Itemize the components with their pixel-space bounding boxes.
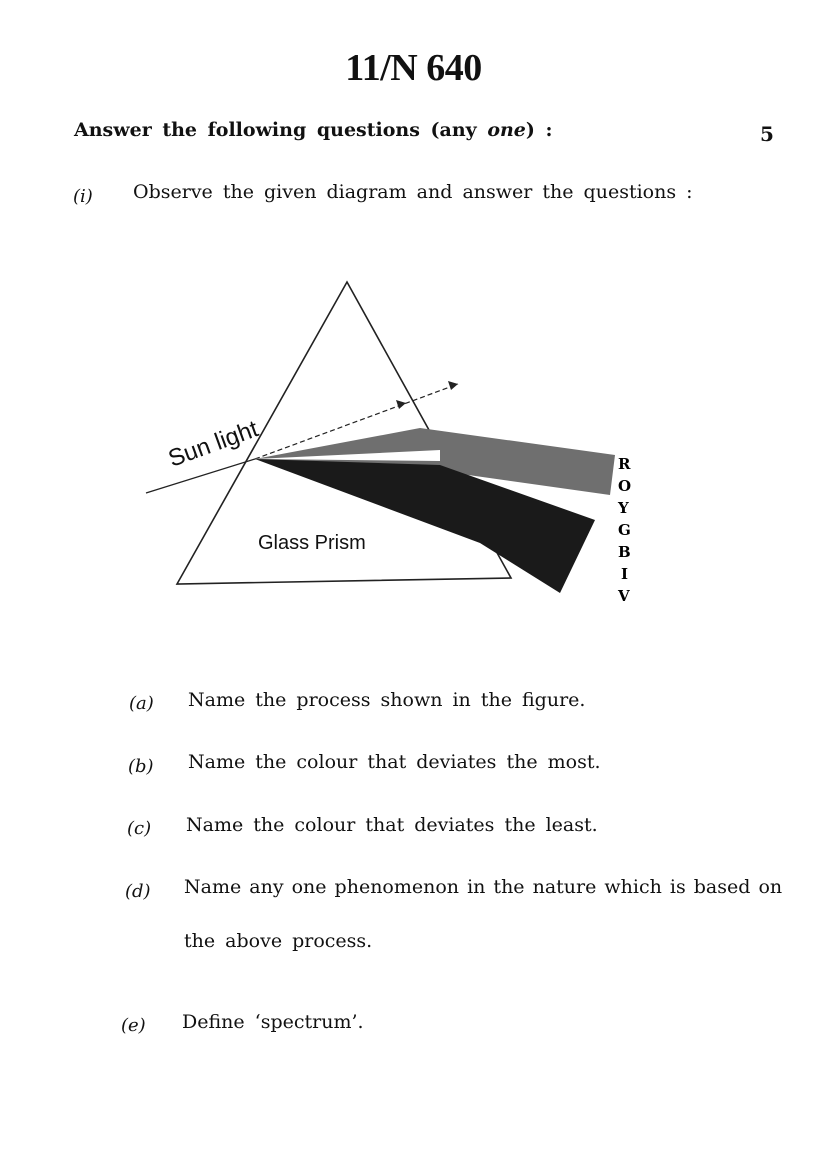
subquestion-c-text: Name the colour that deviates the least. [186,814,598,836]
instruction [74,119,553,141]
subquestion-c-label: (c) [127,818,152,839]
marks-symbol: 5 [760,122,774,146]
subquestion-e-label: (e) [121,1015,146,1036]
spectrum-letter-i: I [621,565,629,583]
spectrum-letter-o: O [618,477,632,495]
spectrum-letter-y: Y [618,499,629,517]
sunlight-label: Sun light [164,415,262,473]
instruction-prefix: Answer the following questions (any [74,119,488,141]
subquestion-b-text: Name the colour that deviates the most. [188,751,601,773]
subquestion-d-label: (d) [125,881,151,902]
spectrum-letter-v: V [618,587,630,605]
question-text: Observe the given diagram and answer the questions : [133,181,693,203]
question-number: (i) [73,186,93,207]
instruction-suffix: ) : [525,119,553,141]
subquestion-d-text-line2: the above process. [184,930,373,952]
spectrum-letters [617,455,631,605]
spectrum-letter-g: G [618,521,631,539]
subquestion-e-text: Define ‘spectrum’. [182,1011,364,1033]
subquestion-a-text: Name the process shown in the figure. [188,689,586,711]
prism-diagram [140,275,660,610]
subquestion-a-label: (a) [129,693,154,714]
instruction-emphasis: one [487,119,526,141]
prism-label: Glass Prism [258,532,366,554]
mid-arrowhead [396,400,406,409]
spectrum-letter-r: R [618,455,631,473]
paper-code: 11/N 640 [345,47,482,89]
spectrum-letter-b: B [618,543,631,561]
subquestion-d-text-line1: Name any one phenomenon in the nature which is based on [184,876,783,898]
subquestion-b-label: (b) [128,756,154,777]
dashed-ray-arrowhead [448,381,458,390]
